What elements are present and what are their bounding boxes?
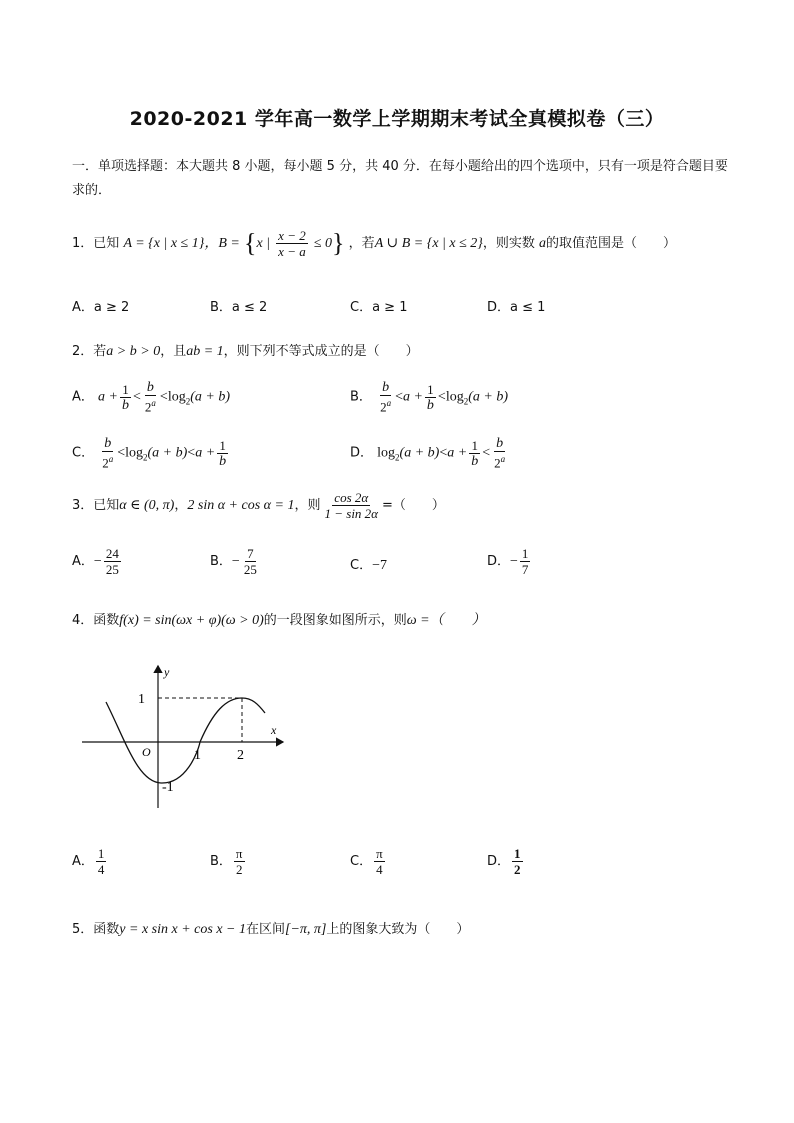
q2-option-d: D． $\log_2(a + b)<a$ + $\frac{1}{b}$ < $\frac{b}{2^a}$ (350, 436, 506, 471)
q3-option-a: A．− $\frac{24}{25}$ (72, 546, 119, 577)
q2-option-a: A． a + $\frac{1}{b}$ < $\frac{b}{2^a}$ $<\log_2(a + b)$ (72, 380, 230, 415)
q3-option-b: B．− $\frac{7}{25}$ (210, 546, 257, 577)
section-heading: 一．单项选择题：本大题共 8 小题，每小题 5 分，共 40 分．在每小题给出的四个选项中，只有一项是符合题目要求的． (72, 159, 728, 198)
q1-option-a: A．a ≥ 2 (72, 300, 130, 315)
question-5: 5．函数y = x sin x + cos x − 1在区间[−π, π]上的图象大致为（ ） (72, 922, 470, 937)
question-2: 2．若a > b > 0，且ab = 1，则下列不等式成立的是（ ） (72, 344, 419, 359)
origin-label: O (142, 745, 151, 759)
q4-option-c: C． $\frac{\pi}{4}$ (350, 846, 383, 877)
sine-graph (78, 660, 288, 815)
tick-label-y-1: 1 (138, 692, 145, 707)
tick-label-x-2: 2 (237, 748, 244, 763)
q1-option-c: C．a ≥ 1 (350, 300, 408, 315)
x-axis-label: x (271, 723, 277, 737)
tick-label-x-1: 1 (194, 748, 201, 763)
q3-option-d: D．− $\frac{1}{7}$ (487, 546, 529, 577)
q3-option-c: C．−7 (350, 558, 387, 573)
q1-option-b: B．a ≤ 2 (210, 300, 268, 315)
fraction: $\frac{x - 2}{x - a}$ (278, 228, 306, 259)
question-4: 4．函数f(x) = sin(ωx + φ)(ω > 0)的一段图象如图所示，则ω =（ ） (72, 613, 486, 628)
tick-label-y-minus-1: -1 (162, 780, 174, 795)
q4-option-d: D． $\frac{1}{2}$ (487, 846, 521, 877)
question-1: 1．已知 A = {x | x ≤ 1}，B = {x | $\frac{x - 2}{x - a}$ ≤ 0} ，若A ∪ B = {x | x ≤ 2}，则实数 a的取值范围是（ ） (72, 228, 677, 259)
page-title: 2020-2021 学年高一数学上学期期末考试全真模拟卷（三） (129, 108, 665, 130)
y-axis-label: y (164, 665, 170, 679)
q1-option-d: D．a ≤ 1 (487, 300, 546, 315)
q2-option-c: C． $\frac{b}{2^a}$ $<\log_2(a + b)<a$ + $\frac{1}{b}$ (72, 436, 227, 471)
sine-curve (106, 698, 265, 783)
q4-option-a: A． $\frac{1}{4}$ (72, 846, 105, 877)
question-3: 3．已知α ∈ (0, π)，2 sin α + cos α = 1，则 $\frac{\cos 2\alpha}{1 - \sin 2\alpha}$ =（ ） (72, 490, 445, 521)
q4-option-b: B． $\frac{\pi}{2}$ (210, 846, 243, 877)
q2-option-b: B． $\frac{b}{2^a}$ <a + $\frac{1}{b}$ $<\log_2(a + b)$ (350, 380, 508, 415)
